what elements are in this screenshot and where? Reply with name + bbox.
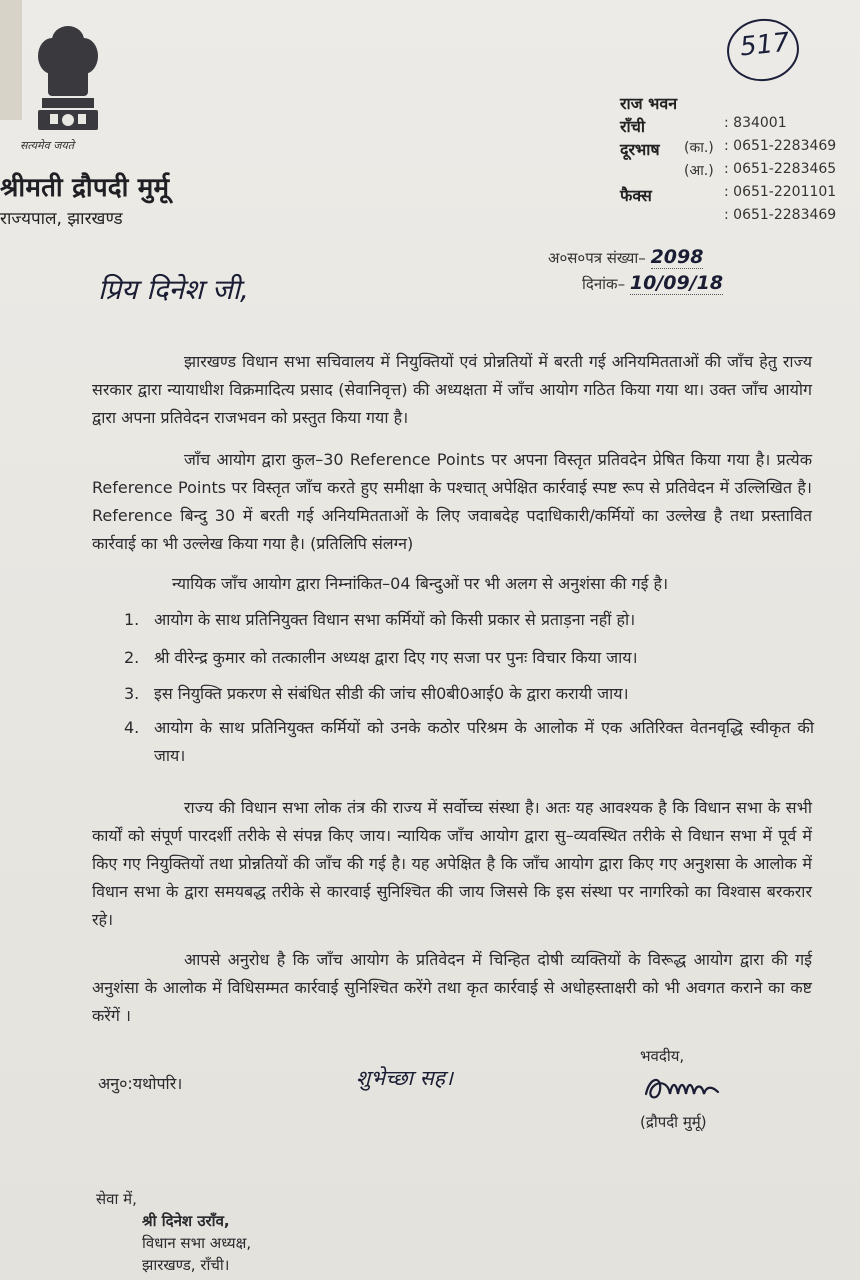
date-value: 10/09/18 [629,272,724,294]
circled-case-number [722,12,804,88]
phone-res: : 0651-2283465 [724,161,837,177]
fax-label: फैक्स [620,186,652,205]
recipient-block [96,1188,251,1276]
enclosure-note: अनु०:यथोपरि। [98,1074,183,1093]
city-label: राँची [620,117,645,136]
letter-no-value: 2098 [650,246,704,268]
recipient-title: विधान सभा अध्यक्ष, [142,1234,252,1252]
fax-2: : 0651-2283469 [724,207,837,223]
paragraph: आपसे अनुरोध है कि जाँच आयोग के प्रतिवेदन में चिन्हित दोषी व्यक्तियों के विरूद्ध आयोग द्वारा की गई अनुशंसा के आलोक में विधिसम्मत कार्रवाई सुनिश्चित करेंगे तथा कृत कार्रवाई से अधोहस्ताक्षरी को भी अवगत कराने का कष्ट करेंगें । [92,950,812,1025]
recipient-place: झारखण्ड, राँची। [142,1256,230,1274]
letter-no-label: अ०स०पत्र संख्या– [548,249,646,267]
list-number: 1. [124,610,140,629]
fax-1: : 0651-2201101 [724,184,837,200]
list-number: 2. [124,648,140,667]
governor-designation: राज्यपाल, झारखण्ड [0,209,123,229]
case-number: 517 [738,27,792,63]
address-line: राज भवन [620,94,678,113]
list-number: 4. [124,718,140,737]
paragraph: न्यायिक जाँच आयोग द्वारा निम्नांकित–04 बिन्दुओं पर भी अलग से अनुशंसा की गई है। [172,574,669,593]
paragraph: जाँच आयोग द्वारा कुल–30 Reference Points पर अपना विस्तृत प्रतिवदेन प्रेषित किया गया है। प्रत्येक Reference Points पर विस्तृत जाँच करते हुए समीक्षा के पश्चात् अपेक्षित कार्रवाई स्पष्ट रूप से प्रतिवेदन में उल्लिखित है। Reference बिन्दु 30 में बरती गई अनियमितताओं के लिए जवाबदेह पदाधिकारी/कर्मियों का उल्लेख है तथा प्रस्तावित कार्रवाई का भी उल्लेख किया गया है। (प्रतिलिपि संलग्न) [92,450,812,553]
contact-block [620,92,860,230]
emblem-motto: सत्यमेव जयते [20,139,75,152]
date-label: दिनांक– [582,275,626,293]
signed-name: (द्रौपदी मुर्मू) [640,1113,707,1131]
governor-name: श्रीमती द्रौपदी मुर्मू [0,173,170,203]
phone-res-sub: (आ.) [684,163,714,179]
phone-office: : 0651-2283469 [724,138,837,154]
handwritten-wishes: शुभेच्छा सह। [356,1066,453,1090]
list-text: आयोग के साथ प्रतिनियुक्त विधान सभा कर्मियों को किसी प्रकार से प्रताड़ना नहीं हो। [154,610,636,629]
paper-edge [0,0,22,120]
list-number: 3. [124,684,140,703]
salutation: प्रिय दिनेश जी, [98,273,249,306]
pincode: : 834001 [724,115,787,131]
signature [640,1068,730,1108]
phone-label: दूरभाष [620,140,660,159]
paragraph: झारखण्ड विधान सभा सचिवालय में नियुक्तियों एवं प्रोन्नतियों में बरती गई अनियमितताओं की जाँच हेतु राज्य सरकार द्वारा न्यायाधीश विक्रमादित्य प्रसाद (सेवानिवृत्त) की अध्यक्षता में जाँच आयोग गठित किया गया था। उक्त जाँच आयोग द्वारा अपना प्रतिवेदन राजभवन को प्रस्तुत किया गया है। [92,352,812,427]
list-text: इस नियुक्ति प्रकरण से संबंधित सीडी की जांच सी0बी0आई0 के द्वारा करायी जाय। [154,684,629,703]
state-emblem [28,18,108,138]
paragraph: राज्य की विधान सभा लोक तंत्र की राज्य में सर्वोच्च संस्था है। अतः यह आवश्यक है कि विधान सभा के सभी कार्यों को संपूर्ण पारदर्शी तरीके से संपन्न किए जाय। न्यायिक जाँच आयोग द्वारा सु–व्यवस्थित तरीके से विधान सभा में पूर्व में किए गए नियुक्तियों तथा प्रोन्नतियों की जाँच की गई है। यह अपेक्षित है कि जाँच आयोग द्वारा किए गए अनुशसा के आलोक में विधान सभा के द्वारा समयबद्ध तरीके से कारवाई सुनिश्चित की जाय जिससे कि इस संस्था पर नागरिको का विश्वास बरकरार रहे। [92,798,812,929]
list-text: श्री वीरेन्द्र कुमार को तत्कालीन अध्यक्ष द्वारा दिए गए सजा पर पुनः विचार किया जाय। [154,648,638,667]
to-label: सेवा में, [96,1190,137,1208]
phone-office-sub: (का.) [684,140,714,156]
recipient-name: श्री दिनेश उराँव, [142,1212,230,1230]
yours-sincerely: भवदीय, [640,1047,685,1065]
list-text: आयोग के साथ प्रतिनियुक्त कर्मियों को उनके कठोर परिश्रम के आलोक में एक अतिरिक्त वेतनवृद्धि स्वीकृत की जाय। [154,718,814,765]
reference-block [548,246,723,298]
